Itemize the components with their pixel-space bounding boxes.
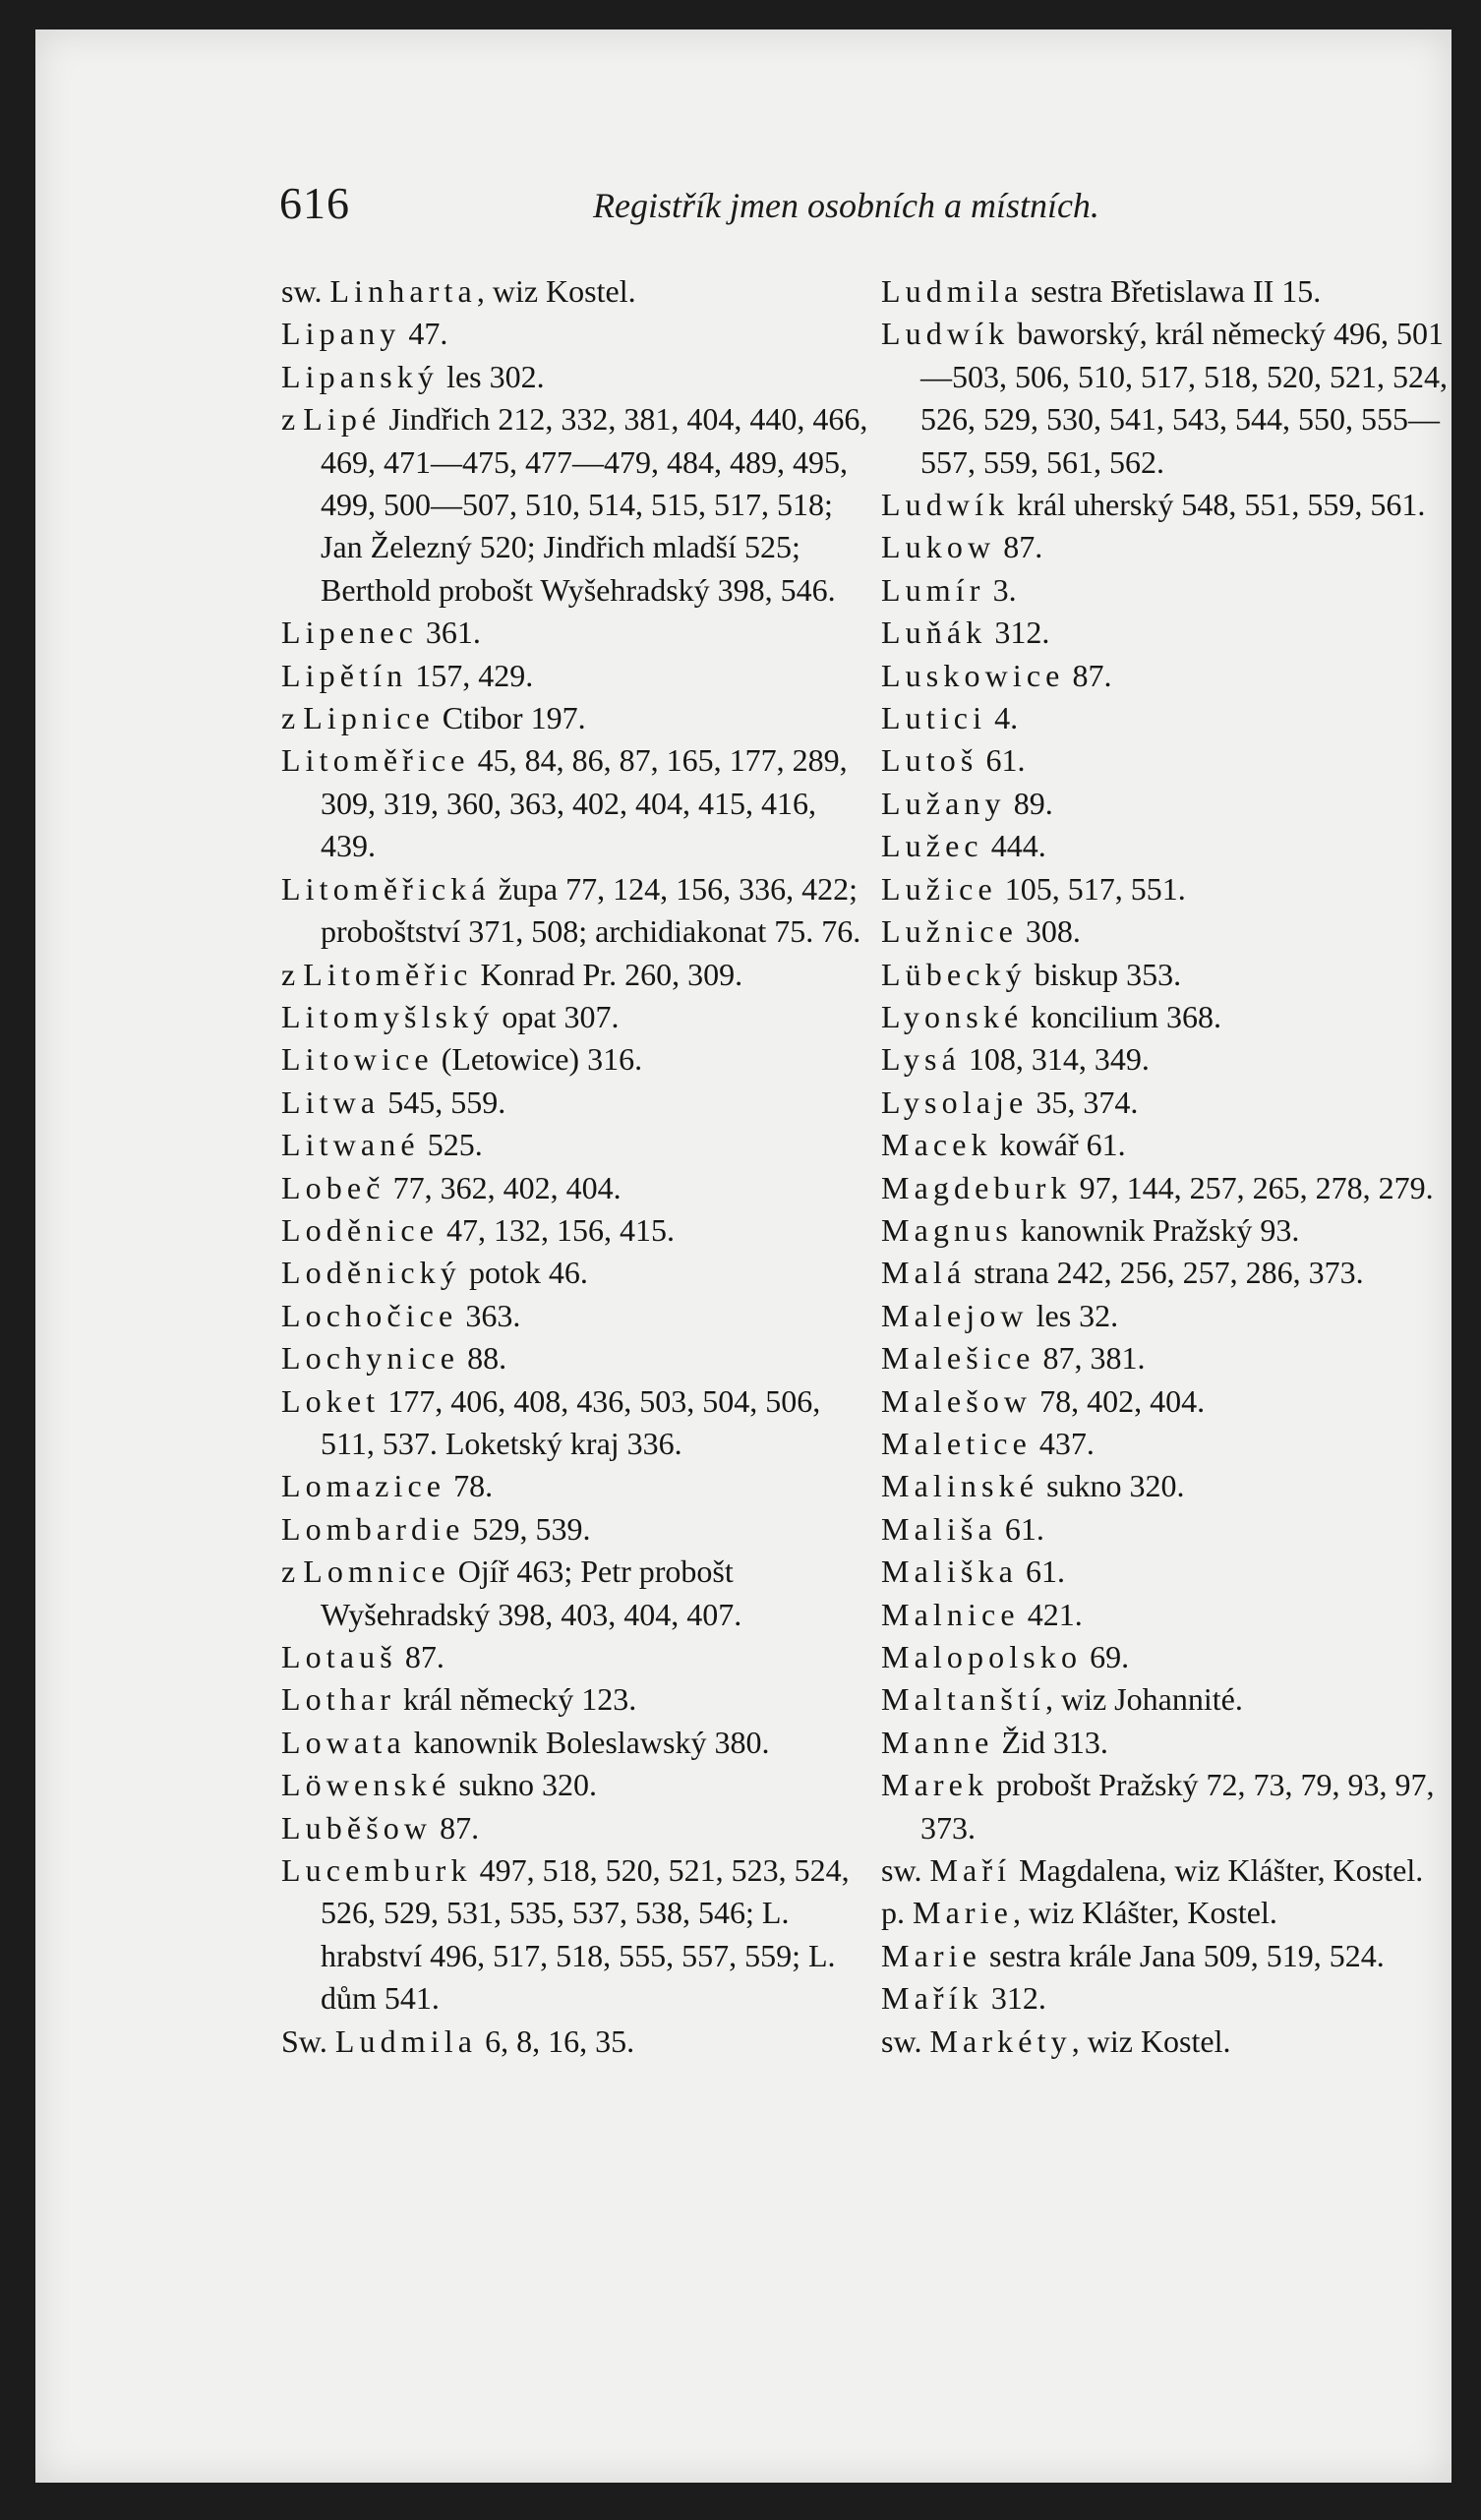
entry-text: Sw. xyxy=(281,2022,335,2059)
index-entry xyxy=(281,270,871,313)
page-number: 616 xyxy=(279,178,350,228)
entry-text: 525. xyxy=(419,1127,483,1163)
entry-text: z xyxy=(281,700,304,736)
index-entry xyxy=(881,270,1461,313)
index-entry xyxy=(281,697,871,739)
index-entry xyxy=(881,1124,1461,1166)
index-entry xyxy=(881,910,1461,953)
entry-headword: Litoměřická xyxy=(281,870,491,907)
entry-headword: Ludwík xyxy=(881,316,1010,352)
entry-headword: Loket xyxy=(281,1382,381,1419)
index-entry xyxy=(281,1337,871,1379)
entry-text: Jindřich 212, 332, 381, 404, 440, 466, 469, 471—475, 477—479, 484, 489, 495, 499, 500—507, 510, 514, 515, 517, 518; Jan Železný 520; Jindřich mladší 525; Berthold probošt Wyšehradský 398, 546. xyxy=(321,401,868,608)
entry-text: 47, 132, 156, 415. xyxy=(439,1211,676,1248)
entry-text: z xyxy=(281,401,304,438)
entry-headword: Maletice xyxy=(881,1425,1032,1461)
entry-text: kowář 61. xyxy=(991,1127,1126,1163)
index-entry xyxy=(881,313,1461,484)
entry-headword: Lowata xyxy=(281,1724,406,1760)
index-entry xyxy=(881,484,1461,526)
entry-headword: Magdeburk xyxy=(881,1169,1072,1205)
entry-headword: Lipenec xyxy=(281,615,418,651)
entry-headword: Lumír xyxy=(881,571,985,608)
index-entry xyxy=(881,1508,1461,1551)
entry-text: 61. xyxy=(996,1510,1044,1547)
entry-text: potok 46. xyxy=(460,1255,588,1291)
index-entry xyxy=(881,1977,1461,2020)
entry-headword: Lukow xyxy=(881,529,996,565)
entry-headword: Magnus xyxy=(881,1211,1013,1248)
entry-text: sw. xyxy=(281,273,330,309)
entry-headword: Lysá xyxy=(881,1041,961,1078)
entry-headword: Linharta xyxy=(329,273,477,309)
entry-headword: Litwané xyxy=(281,1127,420,1163)
entry-text: 88. xyxy=(459,1340,507,1377)
index-entry xyxy=(281,1764,871,1806)
entry-headword: Lipany xyxy=(281,316,401,352)
entry-text: 3. xyxy=(984,571,1017,608)
entry-text: Ojíř 463; Petr probošt Wyšehradský 398, 403, 404, 407. xyxy=(321,1553,742,1632)
entry-text: biskup 353. xyxy=(1026,956,1182,992)
index-entry xyxy=(281,1295,871,1337)
entry-text: 35, 374. xyxy=(1028,1084,1139,1120)
index-entry xyxy=(281,868,871,954)
entry-headword: Malejow xyxy=(881,1297,1029,1333)
entry-text: 545, 559. xyxy=(380,1084,506,1120)
entry-text: král německý 123. xyxy=(395,1681,637,1718)
entry-text: 308. xyxy=(1017,913,1081,950)
entry-headword: Malopolsko xyxy=(881,1639,1083,1674)
entry-headword: Lothar xyxy=(281,1681,396,1718)
entry-text: baworský, král německý 496, 501—503, 506, 510, 517, 518, 520, 521, 524, 526, 529, 530, 541, 543, 544, 550, 555—557, 559, 561, 562. xyxy=(920,316,1448,480)
entry-text: král uherský 548, 551, 559, 561. xyxy=(1009,487,1426,523)
entry-text: , wiz Kostel. xyxy=(476,273,636,309)
entry-text: sukno 320. xyxy=(1038,1468,1185,1504)
entry-text: kanownik Pražský 93. xyxy=(1012,1211,1300,1248)
index-entry xyxy=(281,1636,871,1678)
entry-headword: Lužnice xyxy=(881,913,1018,950)
entry-text: 78. xyxy=(445,1468,494,1504)
index-entry xyxy=(281,996,871,1038)
entry-headword: Marie xyxy=(881,1937,982,1973)
entry-text: Konrad Pr. 260, 309. xyxy=(472,956,743,992)
index-entry xyxy=(881,1209,1461,1252)
entry-headword: Litoměřice xyxy=(281,742,470,779)
entry-text: , wiz Johannité. xyxy=(1044,1681,1243,1718)
book-page xyxy=(35,29,1451,2483)
entry-headword: Loděnice xyxy=(281,1211,440,1248)
page-header xyxy=(35,177,1451,246)
entry-text: 61. xyxy=(977,742,1026,779)
index-entry xyxy=(281,1722,871,1764)
entry-headword: Luňák xyxy=(881,615,987,651)
index-entry xyxy=(281,1038,871,1081)
index-entry xyxy=(281,1508,871,1551)
index-entry xyxy=(281,313,871,355)
entry-text: les 302. xyxy=(439,358,545,394)
entry-text: Magdalena, wiz Klášter, Kostel. xyxy=(1011,1852,1424,1889)
index-entry xyxy=(881,1636,1461,1678)
index-entry xyxy=(881,1380,1461,1423)
entry-headword: Lipanský xyxy=(281,358,440,394)
entry-headword: Litomyšlský xyxy=(281,998,495,1034)
entry-text: 61. xyxy=(1017,1553,1065,1590)
entry-headword: Lochynice xyxy=(281,1340,460,1377)
entry-text: , wiz Klášter, Kostel. xyxy=(1013,1895,1277,1931)
index-entry xyxy=(881,2021,1461,2063)
entry-headword: Lužice xyxy=(881,870,997,907)
entry-headword: Lomazice xyxy=(281,1468,446,1504)
index-entry xyxy=(881,1551,1461,1593)
index-entry xyxy=(881,1722,1461,1764)
entry-headword: Lužany xyxy=(881,785,1006,821)
entry-text: 363. xyxy=(457,1297,521,1333)
entry-text: sestra Břetislawa II 15. xyxy=(1023,273,1322,309)
entry-headword: Lužec xyxy=(881,828,983,864)
entry-headword: Ludmila xyxy=(881,273,1024,309)
index-entry xyxy=(881,1764,1461,1849)
entry-text: 444. xyxy=(982,828,1046,864)
entry-text: 77, 362, 402, 404. xyxy=(385,1169,622,1205)
index-entry xyxy=(281,1807,871,1849)
entry-headword: Lombardie xyxy=(281,1510,465,1547)
entry-text: 177, 406, 408, 436, 503, 504, 506, 511, 537. Loketský kraj 336. xyxy=(321,1382,821,1461)
right-index-column xyxy=(881,270,1461,2063)
entry-headword: Ludmila xyxy=(334,2022,478,2059)
index-entry xyxy=(281,398,871,612)
entry-text: 108, 314, 349. xyxy=(960,1041,1150,1078)
index-entry xyxy=(881,1849,1461,1892)
entry-headword: Malnice xyxy=(881,1596,1020,1632)
index-entry xyxy=(281,2021,871,2063)
entry-text: probošt Pražský 72, 73, 79, 93, 97, 373. xyxy=(920,1767,1435,1846)
entry-headword: Lotauš xyxy=(281,1639,397,1674)
entry-text: 87. xyxy=(432,1809,480,1846)
entry-text: sukno 320. xyxy=(450,1767,597,1803)
entry-headword: Lochočice xyxy=(281,1297,458,1333)
entry-headword: Mališka xyxy=(881,1553,1018,1590)
index-entry xyxy=(881,1678,1461,1721)
entry-text: p. xyxy=(881,1895,913,1931)
entry-headword: Lipětín xyxy=(281,657,408,693)
index-entry xyxy=(281,1124,871,1166)
entry-text: sw. xyxy=(881,1852,930,1889)
entry-text: župa 77, 124, 156, 336, 422; proboštství 371, 508; archidiakonat 75. 76. xyxy=(321,870,861,950)
entry-headword: Lipé xyxy=(303,401,382,438)
index-entry xyxy=(281,655,871,697)
entry-text: 361. xyxy=(417,615,481,651)
entry-text: 69. xyxy=(1082,1639,1130,1674)
entry-text: Ctibor 197. xyxy=(434,700,586,736)
entry-text: sestra krále Jana 509, 519, 524. xyxy=(981,1937,1385,1973)
entry-text: Žid 313. xyxy=(993,1724,1108,1760)
entry-headword: Lobeč xyxy=(281,1169,385,1205)
index-entry xyxy=(881,526,1461,568)
left-index-column xyxy=(281,270,871,2063)
entry-text: (Letowice) 316. xyxy=(433,1041,643,1078)
index-entry xyxy=(281,739,871,867)
entry-text: 78, 402, 404. xyxy=(1032,1382,1206,1419)
entry-headword: Ludwík xyxy=(881,487,1010,523)
index-entry xyxy=(281,1678,871,1721)
entry-headword: Lipnice xyxy=(303,700,435,736)
entry-text: 529, 539. xyxy=(464,1510,591,1547)
index-entry xyxy=(881,569,1461,612)
index-entry xyxy=(281,612,871,654)
entry-headword: Malešow xyxy=(881,1382,1033,1419)
index-entry xyxy=(881,655,1461,697)
entry-headword: Mališa xyxy=(881,1510,997,1547)
index-entry xyxy=(881,1082,1461,1124)
index-entry xyxy=(281,356,871,398)
entry-text: z xyxy=(281,956,304,992)
entry-headword: Markéty xyxy=(929,2022,1072,2059)
entry-text: 497, 518, 520, 521, 523, 524, 526, 529, 531, 535, 537, 538, 546; L. hrabství 496, 517, 518, 555, 557, 559; L. dům 541. xyxy=(321,1852,850,2017)
entry-headword: Loděnický xyxy=(281,1255,461,1291)
index-entry xyxy=(881,697,1461,739)
entry-text: z xyxy=(281,1553,304,1590)
entry-headword: Luběšow xyxy=(281,1809,433,1846)
entry-headword: Luskowice xyxy=(881,657,1065,693)
index-entry xyxy=(881,1252,1461,1294)
entry-headword: Lutici xyxy=(881,700,987,736)
entry-text: opat 307. xyxy=(494,998,620,1034)
entry-text: 437. xyxy=(1031,1425,1095,1461)
entry-headword: Malešice xyxy=(881,1340,1036,1377)
index-entry xyxy=(281,954,871,996)
index-entry xyxy=(281,1167,871,1209)
entry-headword: Lucemburk xyxy=(281,1852,472,1889)
index-entry xyxy=(881,996,1461,1038)
entry-text: 87. xyxy=(995,529,1043,565)
entry-headword: Litoměřic xyxy=(303,956,473,992)
entry-text: les 32. xyxy=(1028,1297,1119,1333)
index-entry xyxy=(881,825,1461,867)
entry-headword: Maří xyxy=(929,1852,1012,1889)
entry-text: , wiz Kostel. xyxy=(1071,2022,1231,2059)
index-entry xyxy=(281,1252,871,1294)
entry-text: 45, 84, 86, 87, 165, 177, 289, 309, 319, 360, 363, 402, 404, 415, 416, 439. xyxy=(321,742,848,864)
index-entry xyxy=(281,1849,871,2021)
entry-headword: Lutoš xyxy=(881,742,978,779)
entry-text: strana 242, 256, 257, 286, 373. xyxy=(966,1255,1364,1291)
entry-text: koncilium 368. xyxy=(1023,998,1222,1034)
entry-text: 421. xyxy=(1019,1596,1083,1632)
entry-text: sw. xyxy=(881,2022,930,2059)
entry-text: 87, 381. xyxy=(1035,1340,1146,1377)
index-entry xyxy=(281,1209,871,1252)
entry-text: kanownik Boleslawský 380. xyxy=(405,1724,770,1760)
entry-headword: Litowice xyxy=(281,1041,434,1078)
index-entry xyxy=(281,1551,871,1636)
index-entry xyxy=(881,1167,1461,1209)
entry-headword: Malá xyxy=(881,1255,967,1291)
index-entry xyxy=(881,1594,1461,1636)
entry-text: 87. xyxy=(1064,657,1112,693)
index-entry xyxy=(881,1465,1461,1507)
entry-text: 6, 8, 16, 35. xyxy=(477,2022,635,2059)
entry-text: 157, 429. xyxy=(407,657,534,693)
index-entry xyxy=(881,1337,1461,1379)
entry-text: 312. xyxy=(982,1980,1046,2017)
entry-headword: Löwenské xyxy=(281,1767,451,1803)
index-entry xyxy=(281,1465,871,1507)
entry-headword: Litwa xyxy=(281,1084,381,1120)
entry-text: 89. xyxy=(1005,785,1053,821)
entry-headword: Maltanští xyxy=(881,1681,1045,1718)
index-entry xyxy=(881,612,1461,654)
entry-headword: Lübecký xyxy=(881,956,1027,992)
running-head: Registřík jmen osobních a místních. xyxy=(593,186,1099,225)
entry-headword: Manne xyxy=(881,1724,994,1760)
index-entry xyxy=(881,1423,1461,1465)
index-entry xyxy=(881,1038,1461,1081)
entry-headword: Marek xyxy=(881,1767,989,1803)
entry-headword: Mařík xyxy=(881,1980,983,2017)
entry-text: 105, 517, 551. xyxy=(996,870,1186,907)
entry-headword: Lysolaje xyxy=(881,1084,1029,1120)
entry-headword: Macek xyxy=(881,1127,992,1163)
index-entry xyxy=(881,868,1461,910)
entry-headword: Malinské xyxy=(881,1468,1039,1504)
entry-text: 312. xyxy=(986,615,1050,651)
index-entry xyxy=(881,1935,1461,1977)
index-entry xyxy=(881,783,1461,825)
index-entry xyxy=(881,1295,1461,1337)
entry-text: 47. xyxy=(400,316,448,352)
entry-text: 97, 144, 257, 265, 278, 279. xyxy=(1071,1169,1434,1205)
index-entry xyxy=(881,1892,1461,1934)
index-entry xyxy=(881,954,1461,996)
entry-headword: Lyonské xyxy=(881,998,1024,1034)
entry-text: 4. xyxy=(986,700,1019,736)
index-entry xyxy=(281,1380,871,1466)
entry-text: 87. xyxy=(396,1639,444,1674)
index-entry xyxy=(881,739,1461,782)
entry-headword: Marie xyxy=(913,1895,1014,1931)
index-entry xyxy=(281,1082,871,1124)
entry-headword: Lomnice xyxy=(303,1553,450,1590)
